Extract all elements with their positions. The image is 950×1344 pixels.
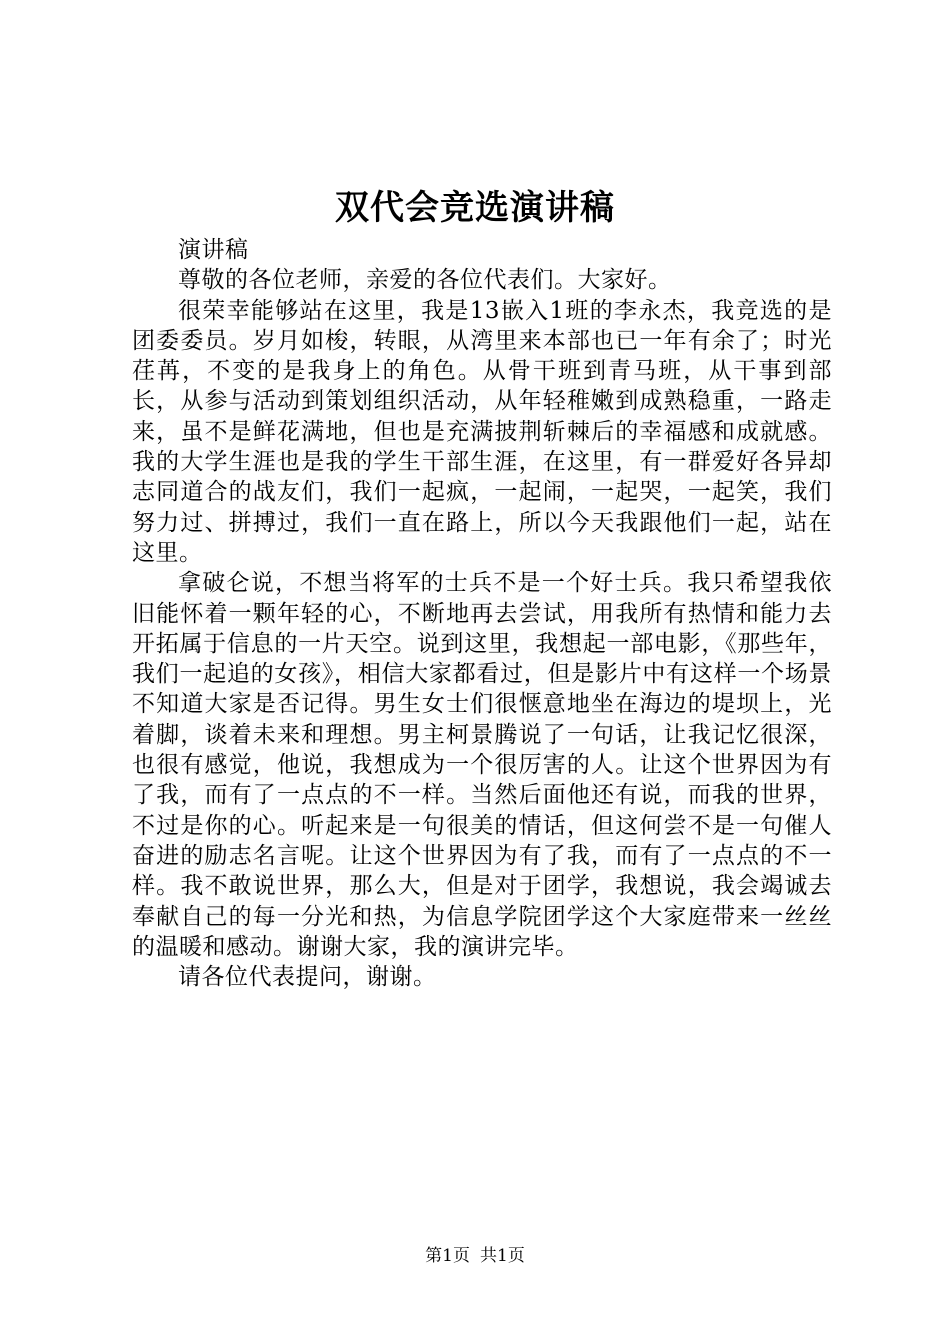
- paragraph-heading: 演讲稿: [178, 237, 249, 263]
- paragraph-introduction: 很荣幸能够站在这里，我是13嵌入1班的李永杰，我竞选的是团委委员。岁月如梭，转眼，从湾里来本部也已一年有余了；时光荏苒，不变的是我身上的角色。从骨干班到青马班，从干事到部长，从参与活动到策划组织活动，从年轻稚嫩到成熟稳重，一路走来，虽不是鲜花满地，但也是充满披荆斩棘后的幸福感和成就感。我的大学生涯也是我的学生干部生涯，在这里，有一群爱好各异却志同道合的战友们，我们一起疯，一起闹，一起哭，一起笑，我们努力过、拼搏过，我们一直在路上，所以今天我跟他们一起，站在这里。: [132, 297, 832, 566]
- document-body: [132, 235, 832, 992]
- page-number-current: 第1页: [425, 1246, 470, 1266]
- paragraph-main: 拿破仑说，不想当将军的士兵不是一个好士兵。我只希望我依旧能怀着一颗年轻的心，不断地再去尝试，用我所有热情和能力去开拓属于信息的一片天空。说到这里，我想起一部电影，《那些年，我们一起追的女孩》，相信大家都看过，但是影片中有这样一个场景不知道大家是否记得。男生女士们很惬意地坐在海边的堤坝上，光着脚，谈着未来和理想。男主柯景腾说了一句话，让我记忆很深，也很有感觉，他说，我想成为一个很厉害的人。让这个世界因为有了我，而有了一点点的不一样。当然后面他还有说，而我的世界，不过是你的心。听起来是一句很美的情话，但这何尝不是一句催人奋进的励志名言呢。让这个世界因为有了我，而有了一点点的不一样。我不敢说世界，那么大，但是对于团学，我想说，我会竭诚去奉献自己的每一分光和热，为信息学院团学这个大家庭带来一丝丝的温暖和感动。谢谢大家，我的演讲完毕。: [132, 570, 832, 960]
- page-number-total: 共1页: [480, 1246, 525, 1266]
- document-title: 双代会竞选演讲稿: [335, 188, 615, 228]
- paragraph-closing: 请各位代表提问，谢谢。: [178, 964, 437, 991]
- paragraph-greeting: 尊敬的各位老师，亲爱的各位代表们。大家好。: [178, 267, 672, 294]
- page-footer: [0, 1244, 950, 1268]
